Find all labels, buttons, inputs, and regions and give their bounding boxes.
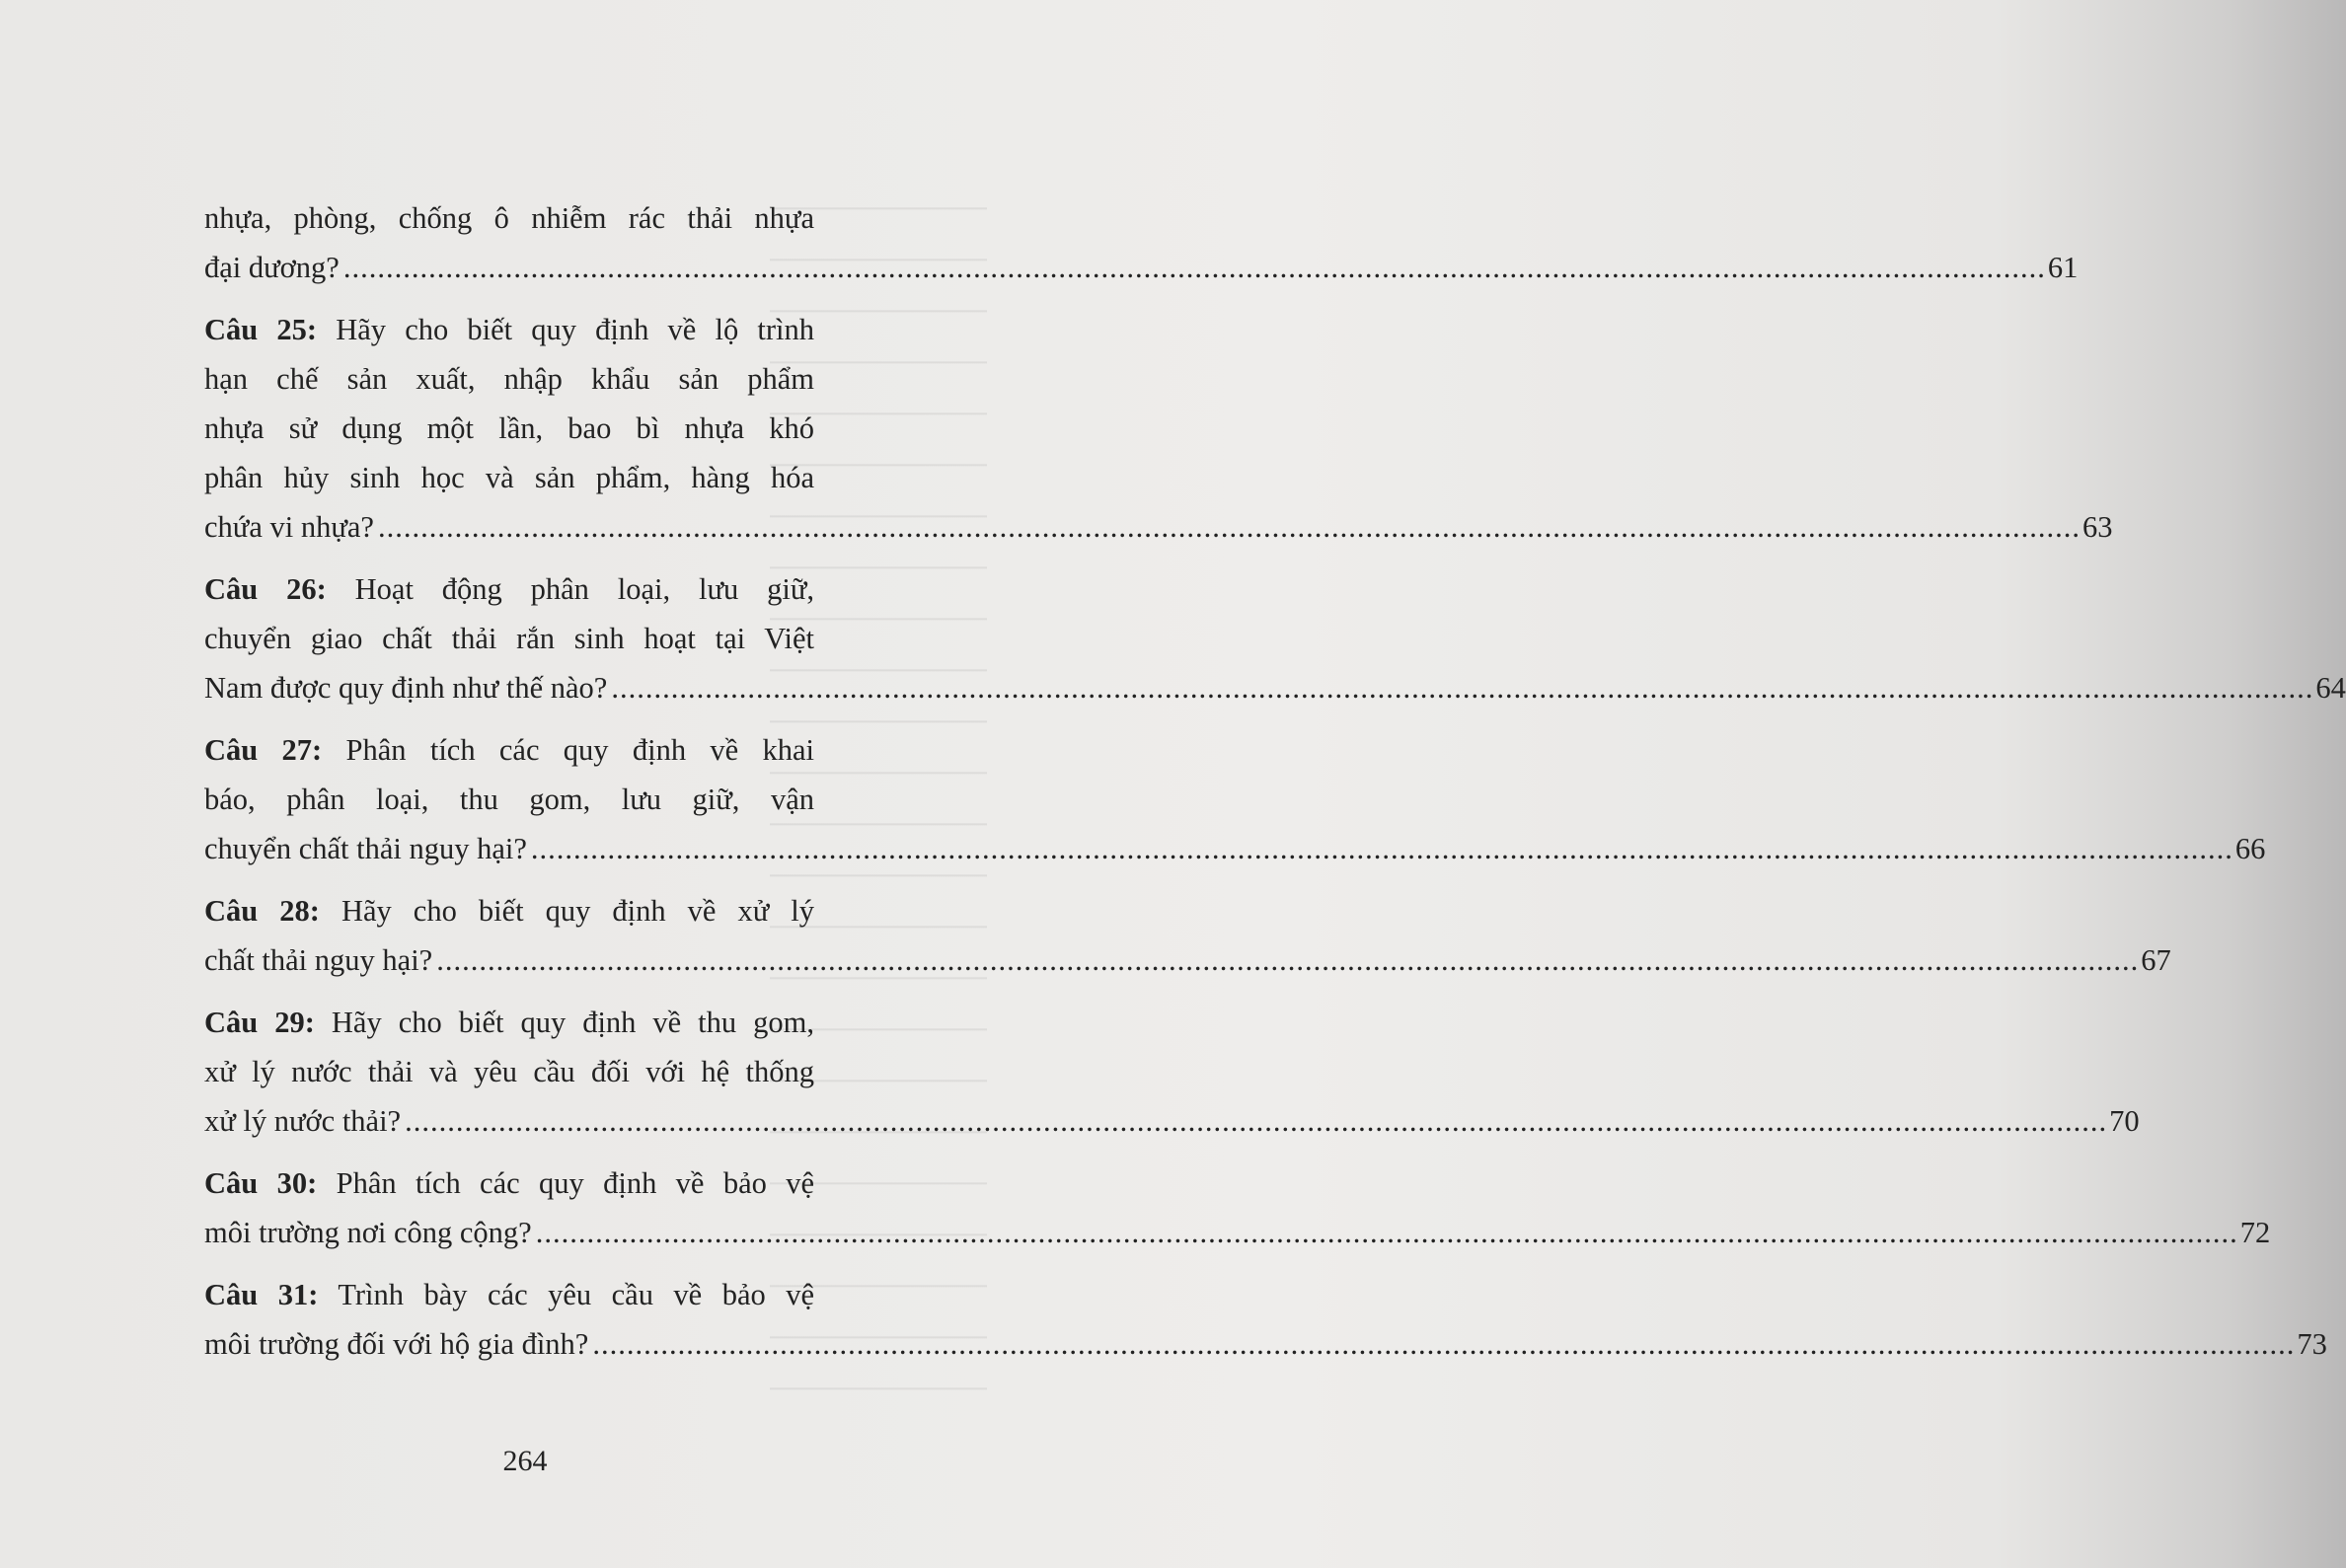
toc-entry-last-line	[204, 935, 2171, 985]
toc-entry-text: báo, phân loại, thu gom, lưu giữ, vận	[204, 783, 814, 816]
toc-entry-text: đại dương?	[204, 251, 340, 284]
dot-leader: ........................................................................................................................................................................................................	[530, 832, 2233, 865]
toc-entry-last-line	[204, 1096, 2140, 1146]
question-label: Câu 30:	[204, 1166, 318, 1200]
toc-entry-text: Phân tích các quy định về khai	[345, 733, 815, 767]
toc-entry-text: chuyển chất thải nguy hại?	[204, 832, 527, 865]
table-of-contents	[204, 193, 2346, 1381]
question-label: Câu 26:	[204, 572, 327, 606]
toc-entry-line	[204, 1270, 814, 1319]
toc-entry	[204, 564, 2346, 712]
dot-leader: ........................................................................................................................................................................................................	[436, 943, 2140, 977]
toc-entry-line	[204, 354, 814, 404]
toc-entry-last-line	[204, 243, 2079, 292]
toc-page-ref: 70	[2109, 1104, 2140, 1138]
toc-entry-text: môi trường đối với hộ gia đình?	[204, 1327, 589, 1361]
dot-leader: ........................................................................................................................................................................................................	[377, 510, 2081, 544]
toc-entry-text: Hãy cho biết quy định về thu gom,	[331, 1006, 814, 1039]
toc-entry-text: nhựa, phòng, chống ô nhiễm rác thải nhựa	[204, 201, 814, 235]
toc-entry	[204, 998, 2140, 1146]
dot-leader: ........................................................................................................................................................................................................	[405, 1104, 2108, 1138]
toc-entry-text: môi trường nơi công cộng?	[204, 1216, 532, 1249]
toc-entry-line	[204, 775, 814, 824]
toc-page-ref: 64	[2315, 671, 2346, 705]
toc-entry-line	[204, 404, 814, 453]
toc-entry-line	[204, 725, 814, 775]
toc-page-ref: 73	[2297, 1327, 2327, 1361]
toc-entry-last-line	[204, 824, 2266, 873]
toc-entry-text: Phân tích các quy định về bảo vệ	[336, 1166, 814, 1200]
toc-entry-text: Hãy cho biết quy định về xử lý	[341, 894, 814, 928]
toc-entry-line	[204, 564, 814, 614]
toc-entry	[204, 886, 2171, 985]
toc-entry-text: nhựa sử dụng một lần, bao bì nhựa khó	[204, 411, 814, 445]
toc-entry	[204, 1158, 2271, 1257]
toc-entry	[204, 193, 2079, 292]
toc-entry-line	[204, 305, 814, 354]
toc-entry-line	[204, 614, 814, 663]
toc-page-ref: 72	[2239, 1216, 2271, 1249]
question-label: Câu 29:	[204, 1006, 315, 1039]
toc-entry-text: Trình bày các yêu cầu về bảo vệ	[338, 1278, 815, 1311]
toc-page-ref: 66	[2234, 832, 2266, 865]
toc-entry-text: chất thải nguy hại?	[204, 943, 433, 977]
toc-entry-last-line	[204, 663, 2346, 712]
toc-entry-last-line	[204, 1208, 2271, 1257]
toc-page-ref: 61	[2047, 251, 2079, 284]
toc-entry	[204, 725, 2266, 873]
toc-entry	[204, 305, 2113, 552]
question-label: Câu 27:	[204, 733, 323, 767]
question-label: Câu 31:	[204, 1278, 319, 1311]
question-label: Câu 28:	[204, 894, 320, 928]
toc-entry-last-line	[204, 502, 2113, 552]
dot-leader: ........................................................................................................................................................................................................	[611, 671, 2314, 705]
toc-entry-line	[204, 453, 814, 502]
toc-entry-line	[204, 886, 814, 935]
toc-entry-text: chuyển giao chất thải rắn sinh hoạt tại Việt	[204, 622, 814, 655]
toc-entry-text: Hãy cho biết quy định về lộ trình	[336, 313, 814, 346]
toc-entry-line	[204, 998, 814, 1047]
dot-leader: ........................................................................................................................................................................................................	[592, 1327, 2296, 1361]
toc-entry-line	[204, 193, 814, 243]
toc-entry-text: hạn chế sản xuất, nhập khẩu sản phẩm	[204, 362, 814, 396]
toc-entry-text: Hoạt động phân loại, lưu giữ,	[354, 572, 814, 606]
toc-entry-line	[204, 1047, 814, 1096]
toc-entry-text: Nam được quy định như thế nào?	[204, 671, 608, 705]
dot-leader: ........................................................................................................................................................................................................	[535, 1216, 2238, 1249]
toc-entry-text: xử lý nước thải và yêu cầu đối với hệ thống	[204, 1055, 814, 1088]
toc-entry-last-line	[204, 1319, 2327, 1369]
toc-entry	[204, 1270, 2327, 1369]
toc-entry-text: phân hủy sinh học và sản phẩm, hàng hóa	[204, 461, 814, 494]
page-number: 264	[502, 1445, 548, 1477]
toc-entry-text: chứa vi nhựa?	[204, 510, 374, 544]
dot-leader: ........................................................................................................................................................................................................	[342, 251, 2046, 284]
toc-entry-line	[204, 1158, 814, 1208]
toc-page-ref: 63	[2081, 510, 2113, 544]
toc-page-ref: 67	[2141, 943, 2171, 977]
toc-entry-text: xử lý nước thải?	[204, 1104, 402, 1138]
question-label: Câu 25:	[204, 313, 318, 346]
